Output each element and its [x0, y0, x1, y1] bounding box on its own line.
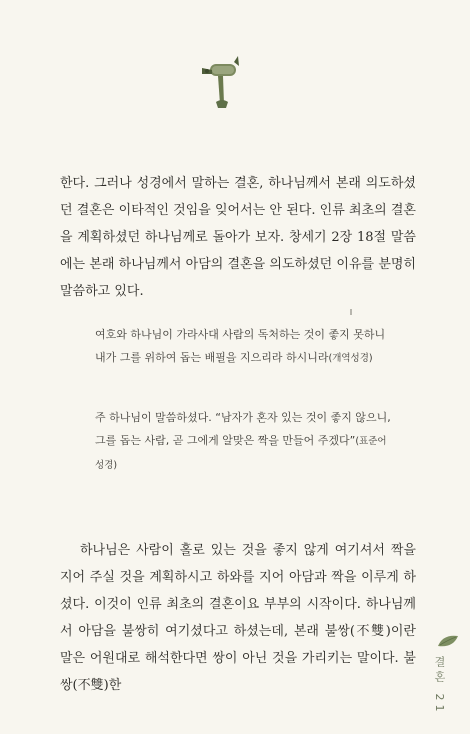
- scripture-quote-2: [95, 406, 395, 477]
- quote-source: (개역성경): [328, 353, 373, 364]
- body-paragraph-intro: 한다. 그러나 성경에서 말하는 결혼, 하나님께서 본래 의도하셨던 결혼은 이타적인 것임을 잊어서는 안 된다. 인류 최초의 결혼을 계획하셨던 하나님께로 돌아가 보자. 창세기 2장 18절 말씀에는 본래 하나님께서 아담의 결혼을 의도하셨던 이유를 분명히 말씀하고 있다.: [60, 176, 416, 299]
- running-header: [431, 656, 447, 716]
- scripture-quote-1: [95, 323, 395, 370]
- page-number: 21: [433, 693, 446, 716]
- leaf-icon: [437, 634, 459, 648]
- quote-source: (표준어 성경): [95, 436, 387, 471]
- section-title: 결혼: [433, 656, 446, 686]
- margin-mark: [350, 309, 352, 315]
- body-paragraph-main: 하나님은 사람이 홀로 있는 것을 좋지 않게 여기셔서 짝을 지어 주실 것을 계획하시고 하와를 지어 아담과 짝을 이루게 하셨다. 이것이 인류 최초의 결혼이요 부부의 시작이다. 하나님께서 아담을 불쌍히 여기셨다고 하셨는데, 본래 불쌍(不雙)이란 말은 어원대로 해석한다면 쌍이 아닌 것을 가리키는 말이다. 불쌍(不雙)한: [60, 543, 416, 693]
- mailbox-ornament-icon: [198, 52, 244, 110]
- quote-text: 주 하나님이 말씀하셨다. “남자가 혼자 있는 것이 좋지 않으니, 그를 돕는 사람, 곧 그에게 알맞은 짝을 만들어 주겠다”: [95, 411, 391, 447]
- quote-text: 여호와 하나님이 가라사대 사람의 독처하는 것이 좋지 못하니 내가 그를 위하여 돕는 배필을 지으리라 하시니라: [95, 328, 386, 364]
